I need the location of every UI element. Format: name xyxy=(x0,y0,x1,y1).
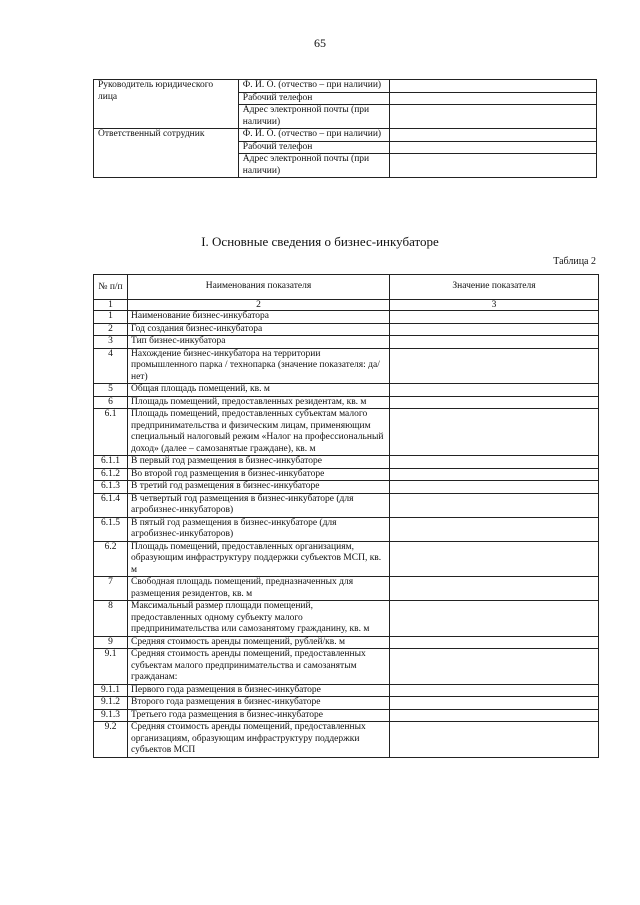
row-indicator-name: Средняя стоимость аренды помещений, предоставленных организациям, образующим инфраструктуру поддержки субъектов МСП xyxy=(128,722,390,758)
column-number: 2 xyxy=(128,300,390,311)
table-row xyxy=(94,709,599,722)
row-indicator-name: Наименование бизнес-инкубатора xyxy=(128,311,390,324)
contact-row xyxy=(94,129,597,142)
row-number: 9.1.3 xyxy=(94,709,128,722)
indicators-table xyxy=(93,274,599,758)
row-number: 3 xyxy=(94,336,128,349)
row-indicator-name: Нахождение бизнес-инкубатора на территории промышленного парка / технопарка (значение показателя: да/нет) xyxy=(128,348,390,384)
table-row xyxy=(94,336,599,349)
row-value xyxy=(390,601,599,637)
row-number: 6.1.1 xyxy=(94,456,128,469)
row-value xyxy=(390,697,599,710)
row-value xyxy=(390,456,599,469)
row-number: 6.1.3 xyxy=(94,481,128,494)
row-number: 9.1.1 xyxy=(94,684,128,697)
row-value xyxy=(390,323,599,336)
row-number: 6.1 xyxy=(94,409,128,456)
table-row xyxy=(94,384,599,397)
contact-field-value xyxy=(389,141,596,154)
table-row xyxy=(94,396,599,409)
row-number: 9.1.2 xyxy=(94,697,128,710)
table-row xyxy=(94,481,599,494)
row-number: 7 xyxy=(94,577,128,601)
row-number: 8 xyxy=(94,601,128,637)
row-value xyxy=(390,348,599,384)
contact-field-label: Рабочий телефон xyxy=(238,141,389,154)
row-indicator-name: Площадь помещений, предоставленных резидентам, кв. м xyxy=(128,396,390,409)
contact-table xyxy=(93,79,597,178)
row-indicator-name: В пятый год размещения в бизнес-инкубаторе (для агробизнес-инкубаторов) xyxy=(128,517,390,541)
header-name: Наименования показателя xyxy=(128,275,390,300)
row-indicator-name: Тип бизнес-инкубатора xyxy=(128,336,390,349)
row-indicator-name: Средняя стоимость аренды помещений, рублей/кв. м xyxy=(128,636,390,649)
row-value xyxy=(390,577,599,601)
row-number: 6.2 xyxy=(94,541,128,577)
row-value xyxy=(390,468,599,481)
page-number: 65 xyxy=(314,36,326,50)
table-row xyxy=(94,577,599,601)
row-indicator-name: В первый год размещения в бизнес-инкубаторе xyxy=(128,456,390,469)
contact-field-label: Ф. И. О. (отчество – при наличии) xyxy=(238,80,389,93)
table-label: Таблица 2 xyxy=(553,256,596,267)
row-indicator-name: Во второй год размещения в бизнес-инкубаторе xyxy=(128,468,390,481)
table-row xyxy=(94,601,599,637)
header-value: Значение показателя xyxy=(390,275,599,300)
table-row xyxy=(94,722,599,758)
column-number: 3 xyxy=(390,300,599,311)
row-number: 6.1.4 xyxy=(94,493,128,517)
contact-field-label: Рабочий телефон xyxy=(238,92,389,105)
column-numbers-row xyxy=(94,300,599,311)
table-row xyxy=(94,649,599,685)
row-indicator-name: В третий год размещения в бизнес-инкубаторе xyxy=(128,481,390,494)
row-number: 9 xyxy=(94,636,128,649)
column-number: 1 xyxy=(94,300,128,311)
header-number: № п/п xyxy=(94,275,128,300)
row-indicator-name: Общая площадь помещений, кв. м xyxy=(128,384,390,397)
row-indicator-name: Средняя стоимость аренды помещений, предоставленных субъектам малого предпринимательства и самозанятым гражданам: xyxy=(128,649,390,685)
row-value xyxy=(390,649,599,685)
row-indicator-name: Максимальный размер площади помещений, предоставленных одному субъекту малого предпринимательства или самозанятому гражданину, кв. м xyxy=(128,601,390,637)
row-indicator-name: Площадь помещений, предоставленных организациям, образующим инфраструктуру поддержки субъектов МСП, кв. м xyxy=(128,541,390,577)
contact-field-label: Адрес электронной почты (при наличии) xyxy=(238,154,389,178)
row-value xyxy=(390,541,599,577)
row-number: 9.2 xyxy=(94,722,128,758)
table-row xyxy=(94,517,599,541)
row-number: 9.1 xyxy=(94,649,128,685)
contact-row xyxy=(94,80,597,93)
table-row xyxy=(94,636,599,649)
row-value xyxy=(390,493,599,517)
table-row xyxy=(94,456,599,469)
table-row xyxy=(94,409,599,456)
table-row xyxy=(94,323,599,336)
row-indicator-name: Свободная площадь помещений, предназначенных для размещения резидентов, кв. м xyxy=(128,577,390,601)
row-indicator-name: В четвертый год размещения в бизнес-инкубаторе (для агробизнес-инкубаторов) xyxy=(128,493,390,517)
row-indicator-name: Второго года размещения в бизнес-инкубаторе xyxy=(128,697,390,710)
contact-field-value xyxy=(389,154,596,178)
table-row xyxy=(94,311,599,324)
contact-role: Руководитель юридического лица xyxy=(94,80,239,129)
row-value xyxy=(390,336,599,349)
table-row xyxy=(94,468,599,481)
contact-field-label: Ф. И. О. (отчество – при наличии) xyxy=(238,129,389,142)
row-value xyxy=(390,709,599,722)
table-row xyxy=(94,493,599,517)
row-value xyxy=(390,481,599,494)
row-number: 6.1.2 xyxy=(94,468,128,481)
row-number: 5 xyxy=(94,384,128,397)
row-indicator-name: Первого года размещения в бизнес-инкубаторе xyxy=(128,684,390,697)
row-number: 6 xyxy=(94,396,128,409)
row-value xyxy=(390,684,599,697)
contact-field-value xyxy=(389,80,596,93)
row-value xyxy=(390,517,599,541)
contact-field-value xyxy=(389,129,596,142)
row-value xyxy=(390,636,599,649)
table-row xyxy=(94,684,599,697)
row-indicator-name: Год создания бизнес-инкубатора xyxy=(128,323,390,336)
row-value xyxy=(390,311,599,324)
row-value xyxy=(390,384,599,397)
row-indicator-name: Третьего года размещения в бизнес-инкубаторе xyxy=(128,709,390,722)
row-value xyxy=(390,722,599,758)
table-header-row xyxy=(94,275,599,300)
row-value xyxy=(390,409,599,456)
row-number: 1 xyxy=(94,311,128,324)
row-indicator-name: Площадь помещений, предоставленных субъектам малого предпринимательства и физическим лицам, применяющим специальный налоговый режим «Налог на профессиональный доход» (далее – самозанятые граждане), кв. м xyxy=(128,409,390,456)
row-value xyxy=(390,396,599,409)
table-row xyxy=(94,541,599,577)
row-number: 2 xyxy=(94,323,128,336)
table-row xyxy=(94,348,599,384)
contact-field-label: Адрес электронной почты (при наличии) xyxy=(238,105,389,129)
row-number: 6.1.5 xyxy=(94,517,128,541)
table-row xyxy=(94,697,599,710)
contact-field-value xyxy=(389,92,596,105)
contact-field-value xyxy=(389,105,596,129)
row-number: 4 xyxy=(94,348,128,384)
section-heading: I. Основные сведения о бизнес-инкубаторе xyxy=(201,234,439,249)
contact-role: Ответственный сотрудник xyxy=(94,129,239,178)
